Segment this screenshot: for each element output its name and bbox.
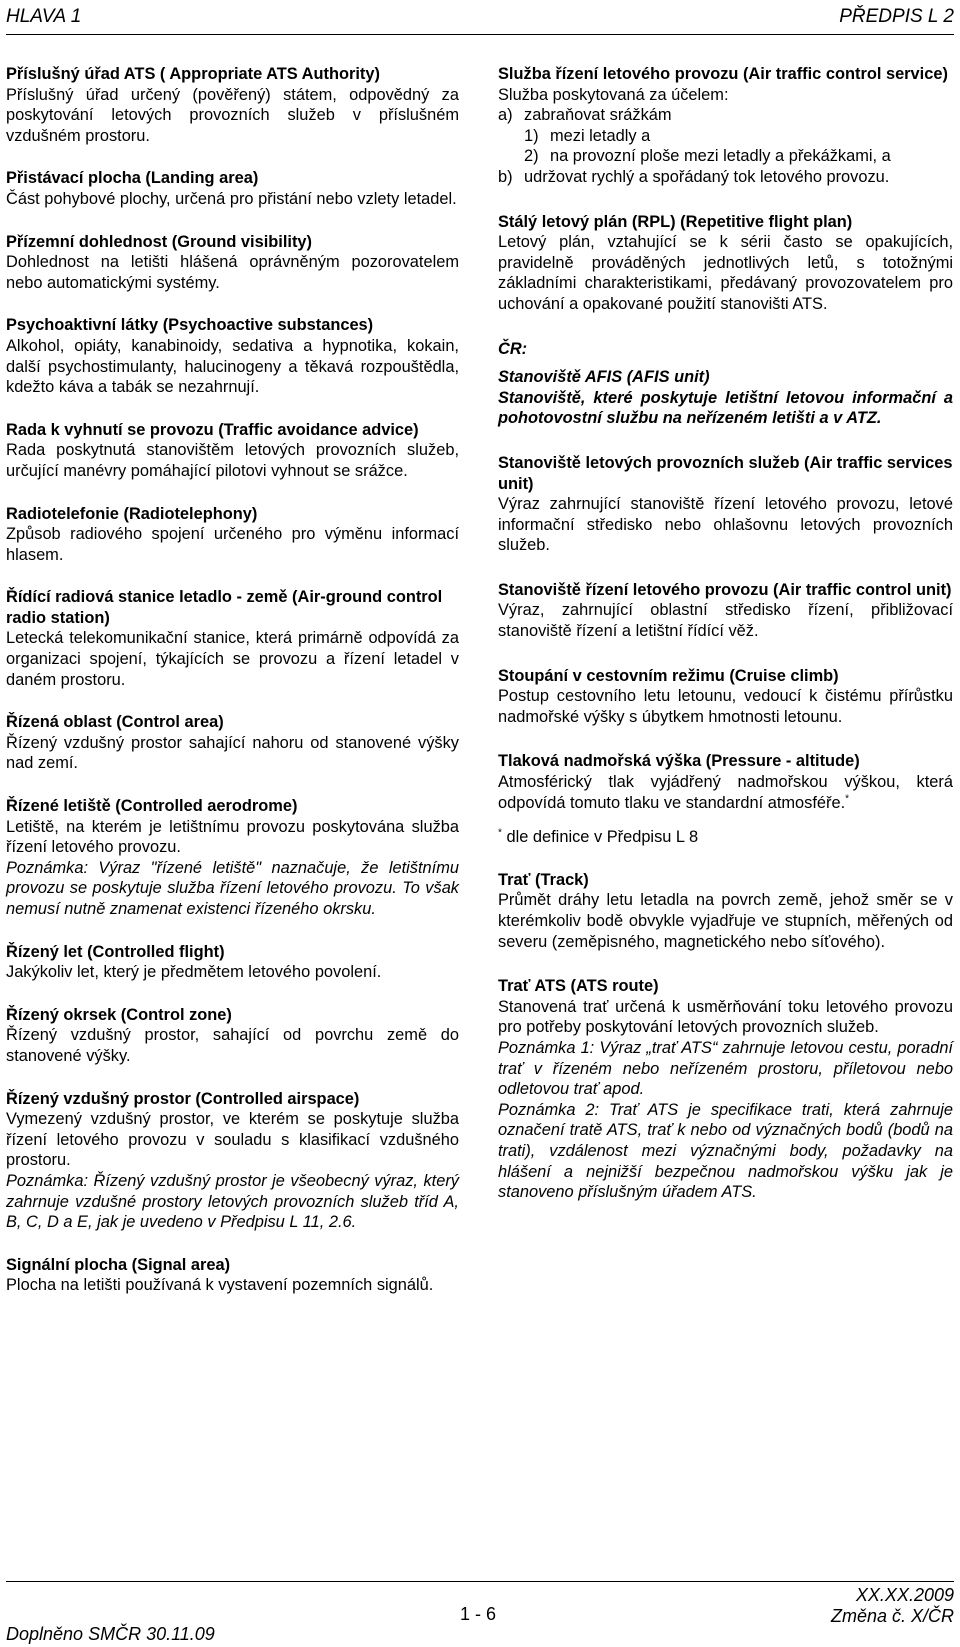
national-note (498, 339, 953, 429)
definition-entry (6, 1255, 459, 1296)
definition-text: Postup cestovního letu letounu, vedoucí k čistému přírůstku nadmořské výšky s úbytkem hmotnosti letounu. (498, 687, 953, 726)
page-footer (6, 1581, 954, 1642)
definition-title: Stanoviště řízení letového provozu (Air traffic control unit) (498, 580, 952, 599)
definition-note: Poznámka: Řízený vzdušný prostor je všeobecný výraz, který zahrnuje vzdušné prostory letových provozních služeb tříd A, B, C, D a E, jak je uvedeno v Předpisu L 11, 2.6. (6, 1171, 459, 1232)
revision-date: XX.XX.2009 (855, 1585, 954, 1605)
definition-title: Řízený okrsek (Control zone) (6, 1005, 232, 1024)
definition-text: Plocha na letišti používaná k vystavení pozemních signálů. (6, 1276, 434, 1295)
definition-text (498, 772, 953, 813)
list-item (498, 105, 953, 126)
definition-entry (498, 212, 953, 315)
list-item-text: zabraňovat srážkám (524, 106, 672, 125)
definition-title: Tlaková nadmořská výška (Pressure - altitude) (498, 752, 860, 771)
footnote-mark: * (845, 793, 850, 805)
definition-entry (498, 976, 953, 1203)
footnote-text: dle definice v Předpisu L 8 (506, 828, 699, 847)
definition-text: Průmět dráhy letu letadla na povrch země, jehož směr se v kterémkoliv bodě obvykle vyjadřuje ve stupních, měřených od severu (zeměpisného, magnetického nebo síťového). (498, 891, 953, 951)
definition-entry (6, 504, 459, 566)
definition-text: Stanoviště, které poskytuje letištní letovou informační a pohotovostní službu na neřízeném letišti a v ATZ. (498, 388, 953, 428)
definition-title: Přízemní dohlednost (Ground visibility) (6, 232, 312, 251)
definition-entry (6, 420, 459, 482)
list-item (498, 146, 953, 167)
definition-title: Signální plocha (Signal area) (6, 1255, 231, 1274)
definition-title: Řízené letiště (Controlled aerodrome) (6, 797, 298, 816)
definition-entry (498, 870, 953, 952)
definition-text: Alkohol, opiáty, kanabinoidy, sedativa a hypnotika, kokain, další psychostimulanty, halucinogeny a těkavá rozpouštědla, kdežto káva a tabák se nezahrnují. (6, 336, 459, 397)
definition-entry (6, 587, 459, 690)
definition-text: Řízený vzdušný prostor sahající nahoru od stanovené výšky nad zemí. (6, 733, 459, 773)
definition-text: Letový plán, vztahující se k sérii často se opakujících, pravidelně prováděných jednotlivých letů, s totožnými základními charakteristikami, předávaný provozovatelem pro uchování a opakované použití stanovišti ATS. (498, 233, 953, 313)
definition-entry (498, 666, 953, 728)
page-header (6, 4, 954, 35)
right-column (498, 64, 953, 1227)
definition-title: Radiotelefonie (Radiotelephony) (6, 504, 258, 523)
definition-text: Rada poskytnutá stanovištěm letových provozních služeb, určující manévry pomáhající pilotovi vyhnout se srážce. (6, 441, 459, 480)
definition-entry (6, 315, 459, 397)
list-item-label: b) (498, 167, 513, 186)
definition-entry (498, 580, 953, 642)
definition-title: Stanoviště letových provozních služeb (Air traffic services unit) (498, 453, 953, 493)
definition-text: Výraz, zahrnující oblastní středisko řízení, přibližovací stanoviště řízení a letištní řídící věž. (498, 601, 953, 641)
definition-title: Rada k vyhnutí se provozu (Traffic avoidance advice) (6, 420, 419, 439)
definition-entry (6, 232, 459, 294)
list-item (498, 126, 953, 147)
page-number: 1 - 6 (460, 1604, 497, 1624)
definition-title: Příslušný úřad ATS ( Appropriate ATS Authority) (6, 65, 380, 83)
definition-entry (498, 751, 953, 813)
definition-text: Vymezený vzdušný prostor, ve kterém se poskytuje služba řízení letového provozu v souladu s klasifikací vzdušného prostoru. (6, 1110, 459, 1170)
national-note-tag: ČR: (498, 339, 528, 358)
list-item-text: na provozní ploše mezi letadly a překážkami, a (550, 147, 891, 166)
list-item (498, 167, 953, 188)
definition-entry (498, 64, 953, 188)
definition-text-body: Atmosférický tlak vyjádřený nadmořskou výškou, která odpovídá tomuto tlaku ve standardní atmosféře. (498, 773, 953, 812)
definition-title: Trať (Track) (498, 870, 589, 889)
definition-note: Poznámka 1: Výraz „trať ATS“ zahrnuje letovou cestu, poradní trať v řízeném nebo neřízeném prostoru, příletovou nebo odletovou trať apod. (498, 1038, 953, 1099)
definition-title: Řízený let (Controlled flight) (6, 942, 225, 961)
definition-entry (498, 453, 953, 556)
footnote (498, 827, 953, 848)
list-item-label: 2) (524, 147, 539, 166)
definition-text: Letecká telekomunikační stanice, která primárně odpovídá za organizaci spojení, týkajících se provozu a řízení letadel v daném prostoru. (6, 629, 459, 689)
definition-entry (6, 1005, 459, 1067)
definition-entry (6, 796, 459, 920)
definition-title: Stanoviště AFIS (AFIS unit) (498, 368, 710, 387)
chapter-label: HLAVA 1 (6, 6, 82, 27)
definition-text: Řízený vzdušný prostor, sahající od povrchu země do stanovené výšky. (6, 1026, 459, 1065)
amendment-note: Doplněno SMČR 30.11.09 (6, 1624, 215, 1644)
definition-title: Služba řízení letového provozu (Air traffic control service) (498, 65, 948, 83)
definition-entry (6, 1089, 459, 1233)
definition-title: Psychoaktivní látky (Psychoactive substances) (6, 316, 374, 335)
list-item-label: 1) (524, 126, 539, 145)
definition-title: Řídící radiová stanice letadlo - země (Air-ground control radio station) (6, 588, 443, 627)
definition-entry (6, 168, 459, 209)
definition-title: Přistávací plocha (Landing area) (6, 169, 259, 188)
definition-entry (6, 64, 459, 146)
definition-text: Letiště, na kterém je letištnímu provozu poskytována služba řízení letového provozu. (6, 817, 459, 857)
left-column (6, 64, 459, 1318)
list-item-label: a) (498, 106, 513, 125)
list-item-text: udržovat rychlý a spořádaný tok letového provozu. (524, 167, 890, 186)
regulation-label: PŘEDPIS L 2 (839, 6, 954, 27)
definition-text: Výraz zahrnující stanoviště řízení letového provozu, letové informační středisko nebo ohlašovnu letových provozních služeb. (498, 495, 953, 555)
definition-text: Příslušný úřad určený (pověřený) státem, odpovědný za poskytování letových provozních služeb v příslušném vzdušném prostoru. (6, 85, 459, 145)
definition-note: Poznámka 2: Trať ATS je specifikace trati, která zahrnuje označení tratě ATS, trať k nebo od význačných bodů (bodů na trati), vzdálenost mezi význačnými body, požadavky na hlášení a nejnižší bezpečnou nadmořskou výšku jak je stanoveno příslušným úřadem ATS. (498, 1100, 953, 1202)
definition-title: Stálý letový plán (RPL) (Repetitive flight plan) (498, 212, 853, 231)
definition-text: Jakýkoliv let, který je předmětem letového povolení. (6, 963, 382, 982)
definition-text: Dohlednost na letišti hlášená oprávněným pozorovatelem nebo automatickými systémy. (6, 253, 459, 292)
definition-entry (6, 712, 459, 774)
change-number: Změna č. X/ČR (830, 1606, 954, 1626)
definition-entry (6, 942, 459, 983)
definition-title: Trať ATS (ATS route) (498, 977, 659, 996)
definition-title: Řízená oblast (Control area) (6, 713, 224, 732)
definition-text: Stanovená trať určená k usměrňování toku letového provozu pro potřeby poskytování letových provozních služeb. (498, 997, 953, 1037)
definition-text: Část pohybové plochy, určená pro přistání nebo vzlety letadel. (6, 189, 457, 208)
list-item-text: mezi letadly a (550, 126, 651, 145)
definition-title: Stoupání v cestovním režimu (Cruise climb) (498, 666, 839, 685)
definition-text: Služba poskytovaná za účelem: (498, 85, 729, 104)
definition-note: Poznámka: Výraz "řízené letiště" naznačuje, že letištnímu provozu se poskytuje služba řízení letového provozu. To však nemusí nutně znamenat existenci řízeného okrsku. (6, 858, 459, 918)
footnote-mark: * (498, 827, 502, 839)
definition-text: Způsob radiového spojení určeného pro výměnu informací hlasem. (6, 525, 459, 564)
definition-title: Řízený vzdušný prostor (Controlled airspace) (6, 1089, 360, 1108)
